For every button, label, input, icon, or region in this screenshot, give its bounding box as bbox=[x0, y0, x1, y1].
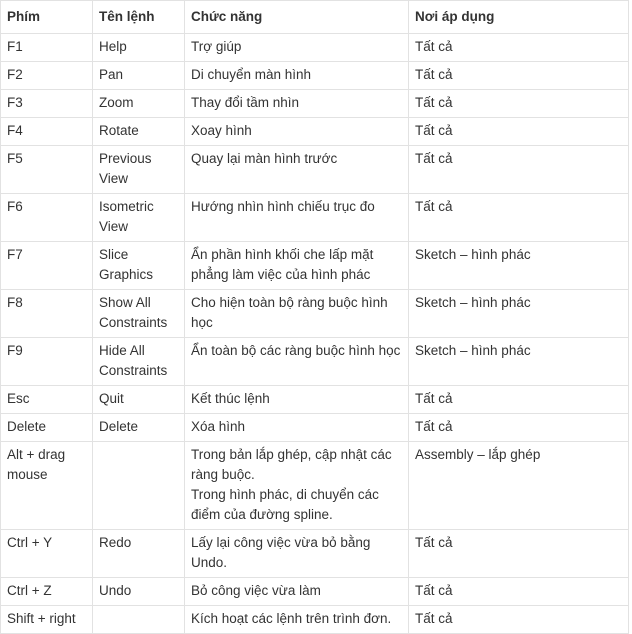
cell-function: Hướng nhìn hình chiếu trục đo bbox=[185, 194, 409, 242]
cell-command: Help bbox=[93, 34, 185, 62]
cell-key: F7 bbox=[1, 242, 93, 290]
cell-command: Zoom bbox=[93, 90, 185, 118]
cell-scope: Tất cả bbox=[409, 578, 629, 606]
cell-function: Bỏ công việc vừa làm bbox=[185, 578, 409, 606]
cell-key: Alt + drag mouse bbox=[1, 442, 93, 530]
cell-scope: Tất cả bbox=[409, 414, 629, 442]
cell-function: Kết thúc lệnh bbox=[185, 386, 409, 414]
cell-key: F3 bbox=[1, 90, 93, 118]
cell-function: Di chuyển màn hình bbox=[185, 62, 409, 90]
cell-key: F6 bbox=[1, 194, 93, 242]
header-row bbox=[1, 1, 629, 34]
table-row bbox=[1, 62, 629, 90]
table-row bbox=[1, 606, 629, 634]
cell-function: Quay lại màn hình trước bbox=[185, 146, 409, 194]
cell-function: Kích hoạt các lệnh trên trình đơn. bbox=[185, 606, 409, 634]
cell-scope: Assembly – lắp ghép bbox=[409, 442, 629, 530]
cell-function: Xóa hình bbox=[185, 414, 409, 442]
table-row bbox=[1, 290, 629, 338]
cell-scope: Tất cả bbox=[409, 34, 629, 62]
table-row bbox=[1, 578, 629, 606]
cell-command bbox=[93, 606, 185, 634]
cell-command: Isometric View bbox=[93, 194, 185, 242]
cell-scope: Tất cả bbox=[409, 606, 629, 634]
table-row bbox=[1, 194, 629, 242]
header-key: Phím bbox=[1, 1, 93, 34]
table-row bbox=[1, 530, 629, 578]
cell-scope: Tất cả bbox=[409, 90, 629, 118]
table-row bbox=[1, 386, 629, 414]
table-row bbox=[1, 146, 629, 194]
cell-scope: Sketch – hình phác bbox=[409, 242, 629, 290]
table-row bbox=[1, 338, 629, 386]
cell-command: Hide All Constraints bbox=[93, 338, 185, 386]
cell-command: Delete bbox=[93, 414, 185, 442]
table-row bbox=[1, 242, 629, 290]
cell-function: Cho hiện toàn bộ ràng buộc hình học bbox=[185, 290, 409, 338]
cell-key: F2 bbox=[1, 62, 93, 90]
header-scope: Nơi áp dụng bbox=[409, 1, 629, 34]
cell-scope: Sketch – hình phác bbox=[409, 338, 629, 386]
cell-key: Ctrl + Y bbox=[1, 530, 93, 578]
cell-command: Pan bbox=[93, 62, 185, 90]
cell-function: Thay đổi tầm nhìn bbox=[185, 90, 409, 118]
cell-key: F9 bbox=[1, 338, 93, 386]
cell-command: Show All Constraints bbox=[93, 290, 185, 338]
cell-function: Trợ giúp bbox=[185, 34, 409, 62]
cell-scope: Tất cả bbox=[409, 194, 629, 242]
cell-command: Quit bbox=[93, 386, 185, 414]
header-command: Tên lệnh bbox=[93, 1, 185, 34]
cell-function: Ẩn toàn bộ các ràng buộc hình học bbox=[185, 338, 409, 386]
cell-key: Ctrl + Z bbox=[1, 578, 93, 606]
table-row bbox=[1, 90, 629, 118]
cell-key: F4 bbox=[1, 118, 93, 146]
cell-key: F1 bbox=[1, 34, 93, 62]
cell-scope: Tất cả bbox=[409, 146, 629, 194]
cell-key: Shift + right bbox=[1, 606, 93, 634]
cell-command: Previous View bbox=[93, 146, 185, 194]
table-row bbox=[1, 442, 629, 530]
cell-function: Trong bản lắp ghép, cập nhật các ràng buộc. Trong hình phác, di chuyển các điểm của đường spline. bbox=[185, 442, 409, 530]
cell-scope: Tất cả bbox=[409, 118, 629, 146]
cell-scope: Tất cả bbox=[409, 530, 629, 578]
cell-command bbox=[93, 442, 185, 530]
cell-key: Esc bbox=[1, 386, 93, 414]
cell-key: Delete bbox=[1, 414, 93, 442]
cell-command: Slice Graphics bbox=[93, 242, 185, 290]
table-row bbox=[1, 34, 629, 62]
cell-command: Undo bbox=[93, 578, 185, 606]
cell-function: Xoay hình bbox=[185, 118, 409, 146]
cell-key: F8 bbox=[1, 290, 93, 338]
cell-scope: Tất cả bbox=[409, 386, 629, 414]
cell-command: Rotate bbox=[93, 118, 185, 146]
cell-function: Lấy lại công việc vừa bỏ bằng Undo. bbox=[185, 530, 409, 578]
cell-function: Ẩn phần hình khối che lấp mặt phẳng làm việc của hình phác bbox=[185, 242, 409, 290]
header-function: Chức năng bbox=[185, 1, 409, 34]
table-row bbox=[1, 414, 629, 442]
cell-scope: Sketch – hình phác bbox=[409, 290, 629, 338]
table-row bbox=[1, 118, 629, 146]
cell-key: F5 bbox=[1, 146, 93, 194]
cell-scope: Tất cả bbox=[409, 62, 629, 90]
cell-command: Redo bbox=[93, 530, 185, 578]
